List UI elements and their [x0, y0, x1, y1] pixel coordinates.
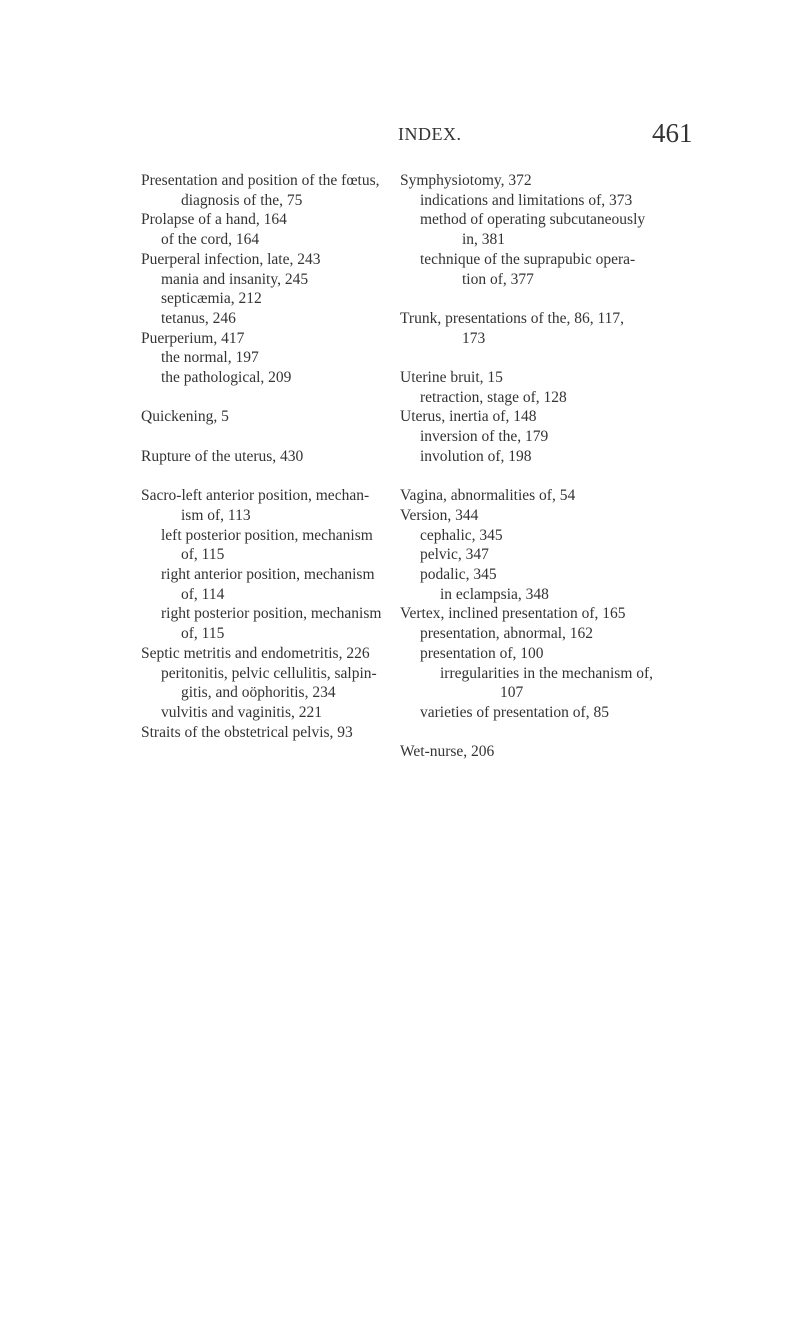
index-sub-entry: of, 115 [181, 546, 225, 564]
index-sub-entry: technique of the suprapubic opera- [420, 250, 636, 268]
index-main-entry: Version, 344 [400, 506, 479, 524]
running-title: INDEX. [398, 124, 462, 144]
index-sub-entry: involution of, 198 [420, 447, 532, 465]
index-sub-entry: septicæmia, 212 [161, 290, 262, 308]
index-sub-entry: in, 381 [462, 231, 506, 249]
index-sub-entry: right posterior position, mechanism [161, 605, 382, 623]
index-sub-entry: tetanus, 246 [161, 309, 236, 327]
index-sub-entry: of, 114 [181, 585, 225, 603]
index-sub-entry: ism of, 113 [181, 506, 251, 524]
index-sub-entry: pelvic, 347 [420, 546, 489, 564]
index-main-entry: Trunk, presentations of the, 86, 117, [400, 309, 625, 327]
index-main-entry: Wet-nurse, 206 [400, 743, 495, 761]
index-main-entry: Puerperium, 417 [141, 329, 245, 347]
page-header [0, 118, 800, 158]
index-sub-entry: left posterior position, mechanism [161, 526, 373, 544]
entry-spacer [141, 388, 403, 408]
index-sub-entry: cephalic, 345 [420, 526, 503, 544]
page-number: 461 [652, 118, 693, 148]
index-sub-entry: 107 [500, 684, 524, 702]
index-sub-entry: gitis, and oöphoritis, 234 [181, 684, 336, 702]
index-sub-entry: presentation, abnormal, 162 [420, 625, 594, 643]
index-sub-entry: diagnosis of the, 75 [181, 191, 303, 209]
index-column-right [400, 171, 665, 762]
index-sub-entry: 173 [462, 329, 486, 347]
entry-spacer [400, 348, 665, 368]
index-main-entry: Quickening, 5 [141, 408, 229, 426]
index-sub-entry: inversion of the, 179 [420, 428, 549, 446]
index-sub-entry: indications and limitations of, 373 [420, 191, 633, 209]
index-sub-entry: varieties of presentation of, 85 [420, 703, 609, 721]
index-main-entry: Uterus, inertia of, 148 [400, 408, 537, 426]
index-main-entry: Presentation and position of the fœtus, [141, 172, 380, 189]
index-main-entry: Rupture of the uterus, 430 [141, 447, 304, 465]
index-main-entry: Prolapse of a hand, 164 [141, 211, 287, 229]
index-sub-entry: irregularities in the mechanism of, [440, 664, 654, 682]
index-sub-entry: tion of, 377 [462, 270, 534, 288]
entry-spacer [400, 723, 665, 743]
index-sub-entry: podalic, 345 [420, 566, 497, 584]
index-main-entry: Symphysiotomy, 372 [400, 172, 532, 189]
index-main-entry: Sacro-left anterior position, mechan- [141, 487, 370, 505]
index-column-left [141, 171, 403, 742]
index-sub-entry: peritonitis, pelvic cellulitis, salpin- [161, 664, 377, 682]
index-sub-entry: the pathological, 209 [161, 369, 292, 387]
index-sub-entry: method of operating subcutaneously [420, 211, 646, 229]
index-main-entry: Uterine bruit, 15 [400, 369, 503, 386]
index-sub-entry: right anterior position, mechanism [161, 566, 375, 584]
entry-spacer [400, 289, 665, 309]
index-main-entry: Septic metritis and endometritis, 226 [141, 644, 370, 662]
index-sub-entry: presentation of, 100 [420, 644, 544, 662]
entry-spacer [141, 467, 403, 487]
index-sub-entry: of, 115 [181, 625, 225, 643]
entry-spacer [141, 427, 403, 447]
index-sub-entry: the normal, 197 [161, 349, 259, 367]
index-sub-entry: of the cord, 164 [161, 231, 260, 249]
index-main-entry: Puerperal infection, late, 243 [141, 250, 321, 268]
entry-spacer [400, 467, 665, 487]
index-main-entry: Vagina, abnormalities of, 54 [400, 487, 576, 505]
index-sub-entry: mania and insanity, 245 [161, 270, 309, 288]
index-sub-entry: in eclampsia, 348 [440, 585, 549, 603]
index-sub-entry: retraction, stage of, 128 [420, 388, 567, 406]
index-sub-entry: vulvitis and vaginitis, 221 [161, 703, 323, 721]
index-main-entry: Straits of the obstetrical pelvis, 93 [141, 723, 353, 741]
index-main-entry: Vertex, inclined presentation of, 165 [400, 605, 626, 623]
